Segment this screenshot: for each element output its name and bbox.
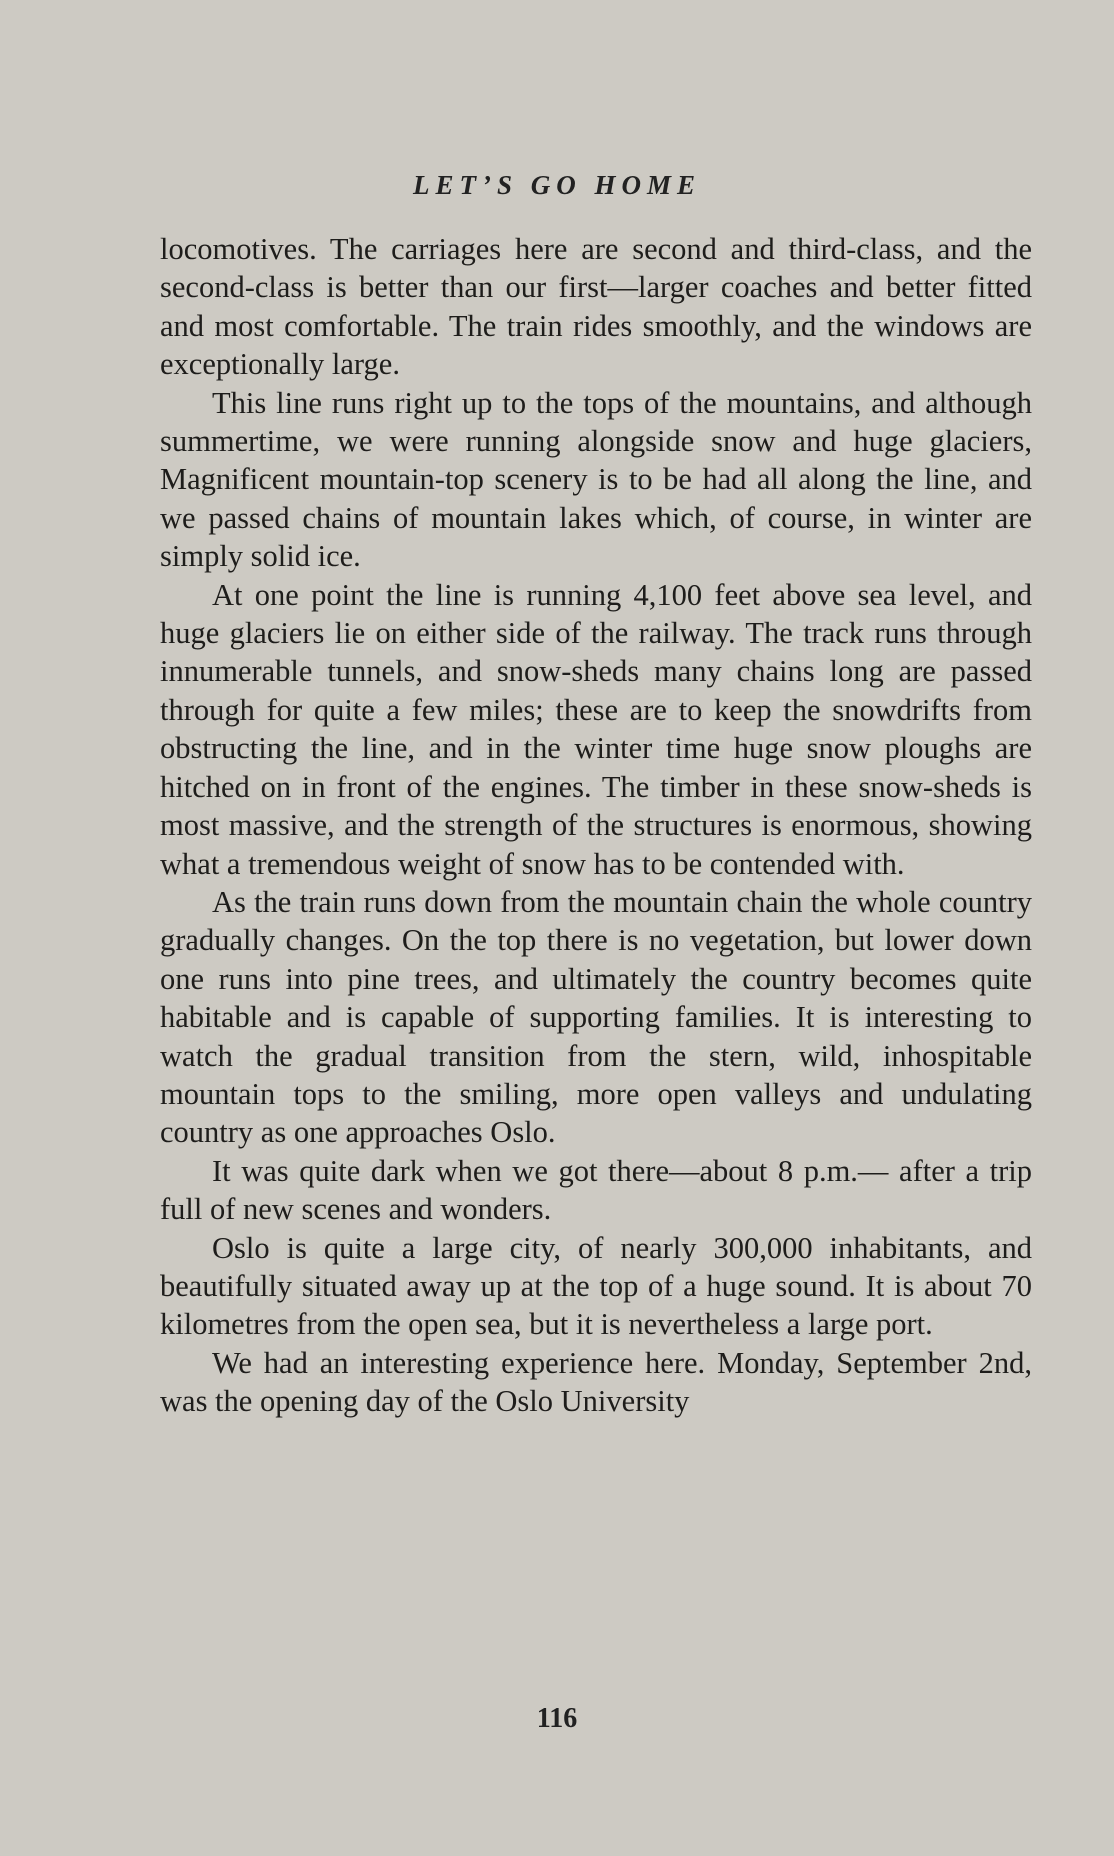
paragraph: Oslo is quite a large city, of nearly 300,000 inhabitants, and beautifully situated away up at the top of a huge sound. It is about 70 kilometres from the open sea, but it is nevertheless a large port.: [160, 1230, 1032, 1342]
paragraph: At one point the line is running 4,100 feet above sea level, and huge glaciers lie on either side of the railway. The track runs through innumerable tunnels, and snow-sheds many chains long are passed through for quite a few miles; these are to keep the snowdrifts from obstructing the line, and in the winter time huge snow ploughs are hitched on in front of the engines. The timber in these snow-sheds is most massive, and the strength of the structures is enormous, showing what a tremendous weight of snow has to be contended with.: [160, 577, 1032, 881]
paragraph: It was quite dark when we got there—about 8 p.m.— after a trip full of new scenes and wonders.: [160, 1153, 1032, 1227]
paragraph: locomotives. The carriages here are second and third-class, and the second-class is better than our first—larger coaches and better fitted and most comfortable. The train rides smoothly, and the windows are exceptionally large.: [160, 232, 1032, 382]
body-text: [160, 230, 1032, 1421]
running-head: LET’S GO HOME: [412, 170, 701, 200]
paragraph: This line runs right up to the tops of the mountains, and although summertime, we were running alongside snow and huge glaciers, Magnificent mountain-top scenery is to be had all along the line, and we passed chains of mountain lakes which, of course, in winter are simply solid ice.: [160, 385, 1032, 574]
paragraph: We had an interesting experience here. Monday, September 2nd, was the opening day of the Oslo University: [160, 1345, 1032, 1419]
page-number: 116: [536, 1703, 578, 1734]
paragraph: As the train runs down from the mountain chain the whole country gradually changes. On the top there is no vegetation, but lower down one runs into pine trees, and ultimately the country becomes quite habitable and is capable of supporting families. It is interesting to watch the gradual transition from the stern, wild, inhospitable mountain tops to the smiling, more open valleys and undulating country as one approaches Oslo.: [160, 884, 1032, 1150]
